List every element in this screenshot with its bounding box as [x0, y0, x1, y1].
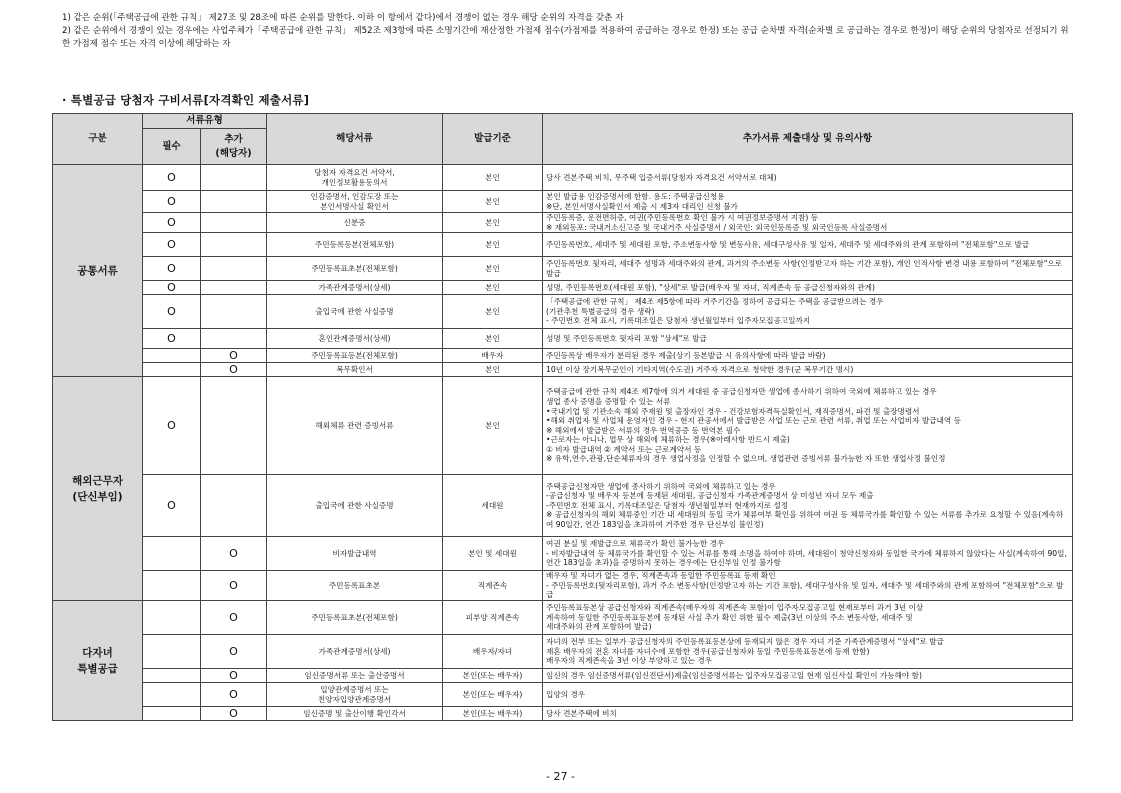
table-row: [53, 601, 1073, 635]
issue-basis: 본인: [443, 191, 543, 213]
additional-mark: [201, 377, 267, 475]
required-mark: [143, 669, 201, 683]
document-name: 복무확인서: [267, 363, 443, 377]
additional-mark: [201, 257, 267, 281]
header-doc-type: 서류유형: [143, 114, 267, 129]
category-cell: 공통서류: [53, 165, 143, 377]
table-row: [53, 683, 1073, 707]
additional-mark: [201, 281, 267, 295]
document-name: 주민등록표등본(전체포함): [267, 349, 443, 363]
additional-mark: [201, 295, 267, 329]
issue-basis: 본인 및 세대원: [443, 537, 543, 571]
notes-cell: 당사 견본주택 비치, 무주택 입증서류(당첨자 자격요건 서약서로 대체): [543, 165, 1073, 191]
table-row: [53, 233, 1073, 257]
notes-cell: 「주택공급에 관한 규칙」 제4조 제5항에 따라 거주기간을 정하여 공급되는 주택을 공급받으려는 경우 (기관추천 특별공급의 경우 생략) - 주민번호 전체 표시, 기록대조일은 당첨자 생년월일부터 입주자모집공고일까지: [543, 295, 1073, 329]
issue-basis: 본인: [443, 281, 543, 295]
table-row: [53, 635, 1073, 669]
header-notes: 추가서류 제출대상 및 유의사항: [543, 114, 1073, 165]
additional-mark: O: [201, 669, 267, 683]
document-name: 혼인관계증명서(상세): [267, 329, 443, 349]
issue-basis: 본인(또는 배우자): [443, 669, 543, 683]
table-row: [53, 165, 1073, 191]
required-mark: O: [143, 329, 201, 349]
additional-mark: [201, 191, 267, 213]
required-mark: [143, 601, 201, 635]
document-name: 출입국에 관한 사실증명: [267, 295, 443, 329]
additional-mark: [201, 475, 267, 537]
additional-mark: O: [201, 683, 267, 707]
header-additional: 추가 (해당자): [201, 129, 267, 165]
table-row: [53, 669, 1073, 683]
required-mark: [143, 349, 201, 363]
required-mark: O: [143, 165, 201, 191]
notes-cell: 10년 이상 장기복무군인이 기타지역(수도권) 거주자 자격으로 청약한 경우(군 복무기간 명시): [543, 363, 1073, 377]
table-row: [53, 281, 1073, 295]
additional-mark: O: [201, 571, 267, 601]
table-row: [53, 377, 1073, 475]
issue-basis: 피부양 직계존속: [443, 601, 543, 635]
issue-basis: 본인(또는 배우자): [443, 683, 543, 707]
document-name: 입양관계증명서 또는 친양자입양관계증명서: [267, 683, 443, 707]
required-mark: [143, 571, 201, 601]
required-mark: O: [143, 475, 201, 537]
additional-mark: O: [201, 635, 267, 669]
notes-cell: 주민등록표등본상 공급신청자와 직계존속(배우자의 직계존속 포함)이 입주자모집공고일 현재로부터 과거 3년 이상 계속하여 동일한 주민등록표등본에 등재된 사실 추가 확인 위한 필수 제출(3년 이상의 주소 변동사항, 세대주 및 세대주와의 관계 포함하여 발급): [543, 601, 1073, 635]
document-name: 임신증명서류 또는 출산증명서: [267, 669, 443, 683]
table-row: [53, 191, 1073, 213]
table-row: [53, 363, 1073, 377]
required-mark: [143, 635, 201, 669]
issue-basis: 본인: [443, 213, 543, 233]
table-row: [53, 213, 1073, 233]
table-row: [53, 295, 1073, 329]
additional-mark: O: [201, 707, 267, 721]
issue-basis: 본인: [443, 295, 543, 329]
notes-cell: 자녀의 전부 또는 일부가 공급신청자의 주민등록표등본상에 등재되지 않은 경우 자녀 기준 가족관계증명서 "상세"로 발급 재혼 배우자의 전혼 자녀를 자녀수에 포함한 경우(공급신청자와 동일 주민등록표등본에 등재 한함) 배우자의 직계존속을 3년 이상 부양하고 있는 경우: [543, 635, 1073, 669]
notes-cell: 주민등록번호, 세대주 및 세대원 포함, 주소변동사항 및 변동사유, 세대구성사유 및 일자, 세대주 및 세대주와의 관계 포함하여 "전체포함"으로 발급: [543, 233, 1073, 257]
required-mark: O: [143, 191, 201, 213]
notes-cell: 주민등록번호 뒷자리, 세대주 성명과 세대주와의 관계, 과거의 주소변동 사항(인정받고자 하는 기간 포함), 개인 인적사항 변경 내용 포함하여 "전체포함"으로 발급: [543, 257, 1073, 281]
header-document: 해당서류: [267, 114, 443, 165]
additional-mark: O: [201, 537, 267, 571]
issue-basis: 배우자: [443, 349, 543, 363]
notes-cell: 주민등록증, 운전면허증, 여권(주민등록번호 확인 불가 시 여권정보증명서 지참) 등 ※ 재외동포: 국내거소신고증 및 국내거주 사실증명서 / 외국인: 외국인등록증 및 외국인등록 사실증명서: [543, 213, 1073, 233]
issue-basis: 본인(또는 배우자): [443, 707, 543, 721]
notes-cell: 여권 분실 및 재발급으로 체류국가 확인 불가능한 경우 - 비자발급내역 등 체류국가를 확인할 수 있는 서류를 통해 소명을 하여야 하며, 세대원이 청약신청자와 동일한 국가에 체류하지 않았다는 사실(계속하여 90일, 연간 183일을 초과)을 증명하지 못하는 경우에는 단신부임 인정 불가함: [543, 537, 1073, 571]
table-row: [53, 329, 1073, 349]
section-title: · 특별공급 당첨자 구비서류[자격확인 제출서류]: [62, 93, 310, 107]
footnote-1: 1) 같은 순위(「주택공급에 관한 규칙」 제27조 및 28조에 따른 순위를 말한다. 이하 이 항에서 같다)에서 경쟁이 없는 경우 해당 순위의 자격을 갖춘 자: [62, 13, 624, 23]
additional-mark: O: [201, 363, 267, 377]
header-required: 필수: [143, 129, 201, 165]
required-mark: [143, 683, 201, 707]
document-name: 해외체류 관련 증빙서류: [267, 377, 443, 475]
table-row: [53, 707, 1073, 721]
issue-basis: 본인: [443, 377, 543, 475]
notes-cell: 성명 및 주민등록번호 뒷자리 포함 "상세"로 발급: [543, 329, 1073, 349]
document-name: 주민등록표초본(전체포함): [267, 601, 443, 635]
table-body: [53, 165, 1073, 721]
header-basis: 발급기준: [443, 114, 543, 165]
document-name: 주민등록표초본: [267, 571, 443, 601]
document-name: 주민등록등본(전체포함): [267, 233, 443, 257]
table-row: [53, 537, 1073, 571]
document-name: 비자발급내역: [267, 537, 443, 571]
category-cell: 해외근무자 (단신부임): [53, 377, 143, 601]
issue-basis: 본인: [443, 363, 543, 377]
table-row: [53, 257, 1073, 281]
notes-cell: 배우자 및 자녀가 없는 경우, 직계존속과 동일한 주민등록표 등재 확인 - 주민등록번호(뒷자리포함), 과거 주소 변동사항(인정받고자 하는 기간 포함), 세대구성사유 및 일자, 세대주 및 세대주와의 관계 포함하여 "전체포함"으로 발급: [543, 571, 1073, 601]
additional-mark: O: [201, 601, 267, 635]
documents-table: [52, 113, 1073, 721]
required-mark: [143, 707, 201, 721]
table-row: [53, 571, 1073, 601]
issue-basis: 본인: [443, 257, 543, 281]
footnote-2: 2) 같은 순위에서 경쟁이 있는 경우에는 사업주체가「주택공급에 관한 규칙」 제52조 제3항에 따른 소명기간에 재산정한 가점제 점수(가점제를 적용하여 공급하는 경우로 한정) 또는 공급 순차별 자격(순차별 로 공급하는 경우로 한정)이 해당 순위의 당첨자로 선정되기 위한 가점제 점수 또는 자격 이상에 해당하는 자: [62, 26, 1069, 49]
document-name: 당첨자 자격요건 서약서, 개인정보활용동의서: [267, 165, 443, 191]
document-name: 임신증명 및 출산이행 확인각서: [267, 707, 443, 721]
notes-cell: 주택공급신청자만 생업에 종사하기 위하여 국외에 체류하고 있는 경우 -공급신청자 및 배우자 등본에 등재된 세대원, 공급신청자 가족관계증명서 상 미성년 자녀 모두 제출 -주민번호 전체 표시, 기록대조일은 당첨자 생년월일부터 현재까지로 설정 ※ 공급신청자의 해외 체류중인 기간 내 세대원의 동일 국가 체류여부 확인을 위하여 여권 등 체류국가를 확인할 수 있는 서류를 추가로 요청할 수 있음(계속하여 90일간, 연간 183일을 초과하여 거주한 경우 단신부임 불인정): [543, 475, 1073, 537]
table-row: [53, 475, 1073, 537]
issue-basis: 본인: [443, 165, 543, 191]
required-mark: O: [143, 213, 201, 233]
additional-mark: O: [201, 349, 267, 363]
notes-cell: 성명, 주민등록번호(세대원 포함), "상세"로 발급(배우자 및 자녀, 직계존속 등 공급신청자와의 관계): [543, 281, 1073, 295]
required-mark: O: [143, 233, 201, 257]
additional-mark: [201, 233, 267, 257]
required-mark: [143, 537, 201, 571]
notes-cell: 본인 발급용 인감증명서에 한함. 용도: 주택공급신청용 ※단, 본인서명사실확인서 제출 시 제3자 대리인 신청 불가: [543, 191, 1073, 213]
header-category: 구분: [53, 114, 143, 165]
document-name: 신분증: [267, 213, 443, 233]
required-mark: O: [143, 257, 201, 281]
issue-basis: 본인: [443, 233, 543, 257]
document-name: 가족관계증명서(상세): [267, 281, 443, 295]
page-number: - 27 -: [546, 770, 575, 783]
notes-cell: 당사 견본주택에 비치: [543, 707, 1073, 721]
notes-cell: 주택공급에 관한 규칙 제4조 제7항에 의거 세대원 중 공급신청자만 생업에 종사하기 위하여 국외에 체류하고 있는 경우 생업 종사 증명을 증명할 수 있는 서류 •국내기업 및 기관소속 해외 주재원 및 출장자인 경우 - 건강보험자격득실확인서, 재직증명서, 파견 및 출장명령서 •해외 취업자 및 사업체 운영자인 경우 - 현지 관공서에서 발급받은 사업 또는 근로 관련 서류, 취업 또는 사업비자 발급내역 등 ※ 해외에서 발급받은 서류의 경우 번역공증 등 번역본 필수 •근로자는 아니나, 업무 상 해외에 체류하는 경우(※아래사항 반드시 제출) ① 비자 발급내역 ② 계약서 또는 근로계약서 등 ※ 유학,연수,관광,단순체류자의 경우 생업사정을 인정할 수 없으며, 생업관련 증빙서류 불가능한 자 또한 생업사정 불인정: [543, 377, 1073, 475]
document-name: 출입국에 관한 사실증명: [267, 475, 443, 537]
additional-mark: [201, 329, 267, 349]
document-name: 인감증명서, 인감도장 또는 본인서명사실 확인서: [267, 191, 443, 213]
notes-cell: 주민등록상 배우자가 분리된 경우 제출(상기 등본발급 시 유의사항에 따라 발급 바람): [543, 349, 1073, 363]
required-mark: O: [143, 377, 201, 475]
notes-cell: 입양의 경우: [543, 683, 1073, 707]
issue-basis: 본인: [443, 329, 543, 349]
document-name: 가족관계증명서(상세): [267, 635, 443, 669]
required-mark: O: [143, 295, 201, 329]
notes-cell: 임신의 경우 임신증명서류(임신진단서)제출(임신증명서류는 입주자모집공고일 현재 임신사실 확인이 가능해야 함): [543, 669, 1073, 683]
category-cell: 다자녀 특별공급: [53, 601, 143, 721]
issue-basis: 배우자/자녀: [443, 635, 543, 669]
footnotes: [62, 12, 1072, 51]
additional-mark: [201, 213, 267, 233]
issue-basis: 세대원: [443, 475, 543, 537]
required-mark: O: [143, 281, 201, 295]
required-mark: [143, 363, 201, 377]
issue-basis: 직계존속: [443, 571, 543, 601]
document-name: 주민등록표초본(전체포함): [267, 257, 443, 281]
table-row: [53, 349, 1073, 363]
additional-mark: [201, 165, 267, 191]
